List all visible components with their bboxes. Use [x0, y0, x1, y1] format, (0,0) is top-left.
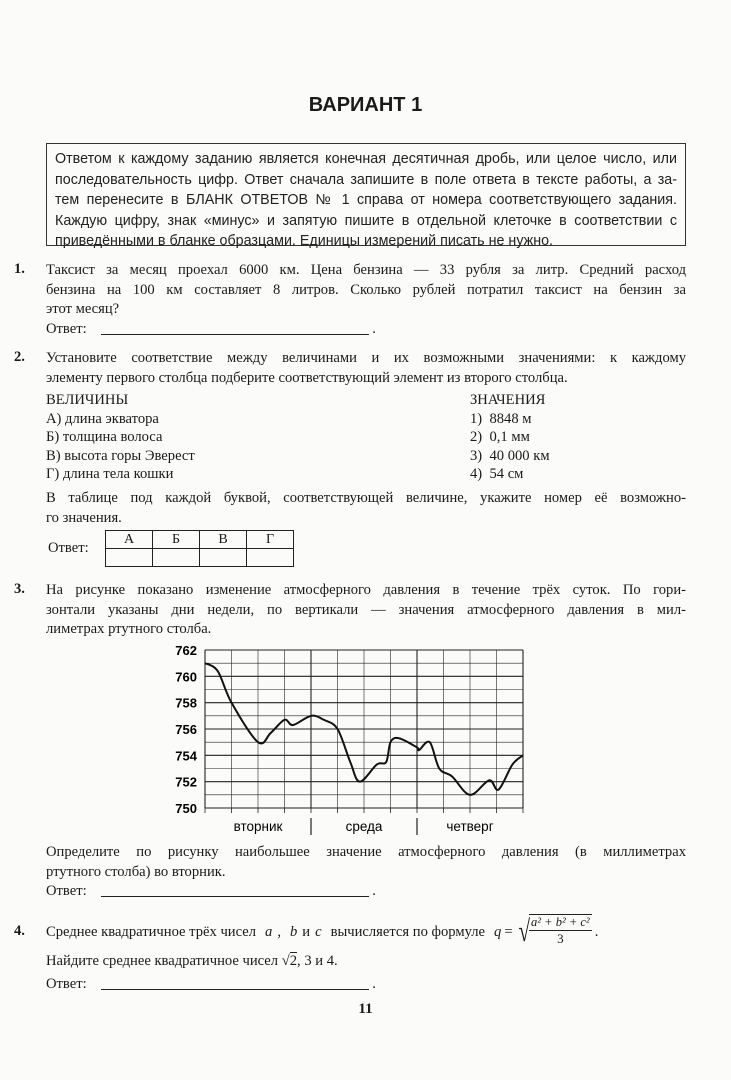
- quantities-column: [46, 391, 195, 484]
- answer-cell[interactable]: [200, 549, 247, 567]
- value-item: 2) 0,1 мм: [470, 429, 530, 446]
- x-category-label: четверг: [446, 819, 494, 834]
- y-tick-label: 762: [175, 643, 197, 658]
- formula: [494, 914, 599, 948]
- question-4-text-part: вычисляется по формуле: [330, 923, 486, 940]
- values-column: [470, 391, 550, 484]
- text-line: Каждую цифру, знак «минус» и запятую пишите в отдельной клеточке в соответствии с: [55, 212, 677, 229]
- answer-table-header: В: [200, 531, 247, 549]
- text-line: Таксист за месяц проехал 6000 км. Цена бензина — 33 рубля за литр. Средний расход: [46, 262, 686, 278]
- answer-label: Ответ:: [46, 321, 87, 337]
- question-3-answer: [46, 883, 376, 900]
- answer-field[interactable]: [101, 896, 369, 897]
- text-line: тем перенесите в БЛАНК ОТВЕТОВ № 1 справа от номера соответствующего задания.: [55, 192, 677, 208]
- y-tick-label: 760: [175, 669, 197, 685]
- answer-cell[interactable]: [106, 549, 153, 567]
- text-line: приведёнными в бланке образцами. Единицы измерений писать не нужно.: [55, 233, 554, 249]
- text-line: го значения.: [46, 509, 122, 526]
- variable-a: a: [265, 923, 273, 940]
- question-3-text: [46, 581, 686, 640]
- formula-end: .: [594, 923, 599, 940]
- variable-c: c: [315, 923, 322, 940]
- answer-label: Ответ:: [46, 976, 87, 992]
- question-2-text: [46, 349, 686, 388]
- answer-table: [105, 530, 294, 567]
- text-line: лиметрах ртутного столба.: [46, 621, 212, 637]
- y-tick-label: 756: [175, 722, 197, 737]
- variable-b: b: [289, 923, 298, 940]
- text-line: Определите по рисунку наибольшее значение атмосферного давления (в миллиметрах: [46, 844, 686, 860]
- value-item: 4) 54 см: [470, 466, 524, 483]
- y-tick-label: 758: [175, 695, 197, 711]
- answer-field[interactable]: [101, 989, 369, 990]
- text-line: зонтали указаны дни недели, по вертикали — значения атмосферного давления в мил-: [46, 601, 686, 618]
- y-tick-label: 752: [175, 774, 197, 790]
- formula-numerator: a² + b² + c²: [531, 914, 590, 929]
- comma: ,: [277, 923, 281, 940]
- answer-cell[interactable]: [153, 549, 200, 567]
- text-line: Ответом к каждому заданию является конечная десятичная дробь, или целое число, или: [55, 151, 677, 167]
- question-2-answer-label: Ответ:: [48, 540, 89, 556]
- conjunction: и: [302, 923, 311, 940]
- y-tick-label: 750: [175, 801, 197, 816]
- instructions-box: [46, 143, 686, 249]
- question-3-task: [46, 843, 686, 882]
- answer-table-header: Г: [247, 531, 294, 549]
- x-category-label: вторник: [233, 819, 283, 834]
- quantity-item: В) высота горы Эверест: [46, 447, 195, 464]
- text-line: последовательность цифр. Ответ сначала запишите в поле ответа в тексте работы, а за-: [55, 171, 677, 188]
- page-title: ВАРИАНТ 1: [308, 94, 423, 116]
- y-tick-label: 754: [175, 748, 197, 764]
- answer-label: Ответ:: [46, 883, 87, 899]
- question-1-answer: [46, 321, 376, 338]
- page-number: 11: [358, 1001, 373, 1017]
- question-2-number: 2.: [14, 349, 25, 365]
- text-line: На рисунке показано изменение атмосферного давления в течение трёх суток. По гори-: [46, 582, 686, 598]
- answer-dot: .: [372, 321, 376, 337]
- answer-table-header: А: [106, 531, 153, 549]
- text-line: этот месяц?: [46, 301, 120, 317]
- question-4-number: 4.: [14, 923, 25, 939]
- sqrt-sign-icon: √: [518, 915, 530, 948]
- text-line: В таблице под каждой буквой, соответствующей величине, укажите номер её возможно-: [46, 490, 686, 506]
- question-1-text: [46, 261, 686, 320]
- question-4-task: [46, 953, 338, 970]
- question-4-task-text: , 3 и 4.: [297, 953, 338, 969]
- quantity-item: А) длина экватора: [46, 410, 159, 427]
- question-2-instruction: [46, 489, 686, 528]
- question-3-number: 3.: [14, 581, 25, 597]
- x-category-label: среда: [345, 819, 383, 834]
- question-4-answer: [46, 976, 376, 993]
- quantity-item: Б) толщина волоса: [46, 429, 163, 446]
- formula-denominator: 3: [557, 930, 564, 946]
- sqrt-sign-icon: √: [281, 953, 290, 969]
- answer-table-header: Б: [153, 531, 200, 549]
- values-header: ЗНАЧЕНИЯ: [470, 392, 546, 408]
- value-item: 3) 40 000 км: [470, 447, 550, 464]
- text-line: Установите соответствие между величинами и их возможными значениями: к каждому: [46, 350, 686, 366]
- text-line: ртутного столба) во вторник.: [46, 863, 226, 880]
- question-4-text: [46, 915, 598, 949]
- question-1-number: 1.: [14, 261, 25, 277]
- quantity-item: Г) длина тела кошки: [46, 466, 174, 483]
- formula-q: q: [494, 923, 502, 940]
- answer-field[interactable]: [101, 334, 369, 335]
- formula-equals: =: [504, 923, 513, 940]
- question-4-text-part: Среднее квадратичное трёх чисел: [46, 923, 257, 940]
- answer-cell[interactable]: [247, 549, 294, 567]
- question-4-task-text: Найдите среднее квадратичное чисел: [46, 953, 279, 969]
- pressure-chart: [150, 640, 540, 840]
- answer-dot: .: [372, 976, 376, 992]
- text-line: элементу первого столбца подберите соответствующий элемент из второго столбца.: [46, 369, 568, 386]
- answer-dot: .: [372, 883, 376, 899]
- value-item: 1) 8848 м: [470, 410, 532, 427]
- text-line: бензина на 100 км составляет 8 литров. Сколько рублей потратил таксист на бензин за: [46, 281, 686, 298]
- quantities-header: ВЕЛИЧИНЫ: [46, 392, 129, 408]
- sqrt-argument: 2: [289, 953, 298, 969]
